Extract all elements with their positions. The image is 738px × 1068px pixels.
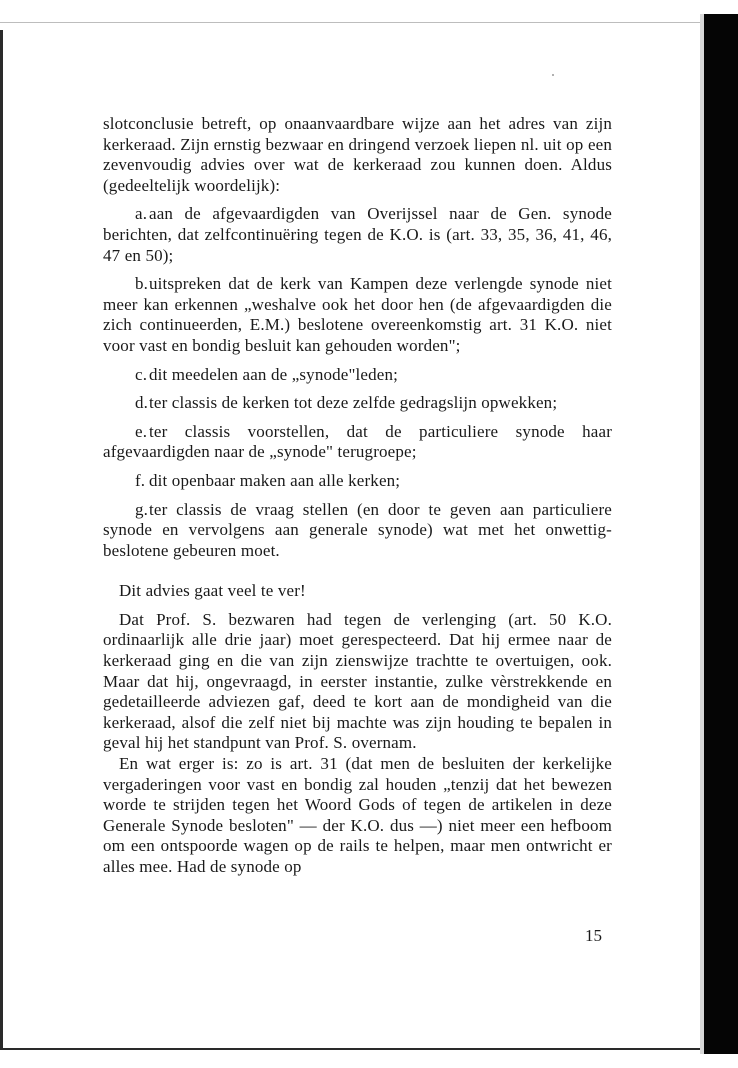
scan-edge-bottom — [0, 1048, 710, 1050]
list-text: aan de afgevaardigden van Overijssel naar de Gen. synode berichten, dat zelfcontinuëring tegen de K.O. is (art. 33, 35, 36, 41, 46, 47 en 50); — [103, 204, 612, 265]
list-text: ter classis de vraag stellen (en door te geven aan particuliere synode en vervolgens aan generale synode) wat met het onwettig-beslotene gebeuren moet. — [103, 499, 612, 560]
list-label: b. — [135, 274, 149, 294]
list-item-e — [103, 422, 612, 463]
list-label: c. — [135, 364, 148, 384]
list-item-a — [103, 204, 612, 266]
page-gutter — [704, 14, 738, 1054]
erger-paragraph: En wat erger is: zo is art. 31 (dat men de besluiten der kerkelijke vergaderingen voor vast en bondig zal houden „tenzij dat het bewezen worde te strijden tegen het Woord Gods of tegen de artikelen in deze Generale Synode besloten" — der K.O. dus —) niet meer een hefboom om een ontspoorde wagen op de rails te helpen, maar men ontwricht er alles mee. Had de synode op — [103, 754, 612, 876]
list-text: uitspreken dat de kerk van Kampen deze verlengde synode niet meer kan erkennen „weshalve ook het door hen (de afgevaardigden die zich continueerden, E.M.) beslotene overeenkomstig art. 31 K.O. niet voor vast en bondig besluit kan gehouden worden"; — [103, 274, 612, 355]
list-label: e. — [135, 421, 148, 441]
list-label: d. — [135, 393, 149, 413]
page-number: 15 — [585, 926, 602, 945]
scan-speck — [552, 74, 554, 76]
list-item-d — [103, 393, 612, 414]
scan-edge-left — [0, 30, 3, 1050]
list-item-c — [103, 365, 612, 386]
list-item-b — [103, 274, 612, 356]
list-item-f — [103, 471, 612, 492]
list-text: dit openbaar maken aan alle kerken; — [149, 470, 401, 490]
list-text: ter classis de kerken tot deze zelfde gedragslijn opwekken; — [149, 393, 558, 413]
scan-edge-top — [0, 22, 706, 23]
list-text: ter classis voorstellen, dat de particuliere synode haar afgevaardigden naar de „synode" terugroepe; — [103, 421, 612, 462]
list-item-g — [103, 500, 612, 562]
prof-paragraph: Dat Prof. S. bezwaren had tegen de verlenging (art. 50 K.O. ordinaarlijk alle drie jaar) moet gerespecteerd. Dat hij ermee naar de kerkeraad ging en die van zijn zienswijze trachtte te overtuigen, ook. Maar dat hij, ongevraagd, in eerster instantie, zulke vèrstrekkende en gedetailleerde adviezen gaf, deed te kort aan de mondigheid van die kerkeraad, alsof die zelf niet bij machte was zijn houding te bepalen in geval hij het standpunt van Prof. S. overnam. — [103, 609, 612, 753]
list-text: dit meedelen aan de „synode"leden; — [149, 364, 398, 384]
list-label: f. — [135, 470, 146, 490]
list-label: g. — [135, 499, 149, 519]
body-text — [103, 114, 612, 878]
intro-paragraph: slotconclusie betreft, op onaanvaardbare wijze aan het adres van zijn kerkeraad. Zijn ernstig bezwaar en dringend verzoek liepen nl. uit op een zevenvoudig advies over wat de kerkeraad zou kunnen doen. Aldus (gedeeltelijk woordelijk): — [103, 114, 612, 195]
advies-paragraph: Dit advies gaat veel te ver! — [119, 581, 306, 601]
list-label: a. — [135, 204, 148, 224]
